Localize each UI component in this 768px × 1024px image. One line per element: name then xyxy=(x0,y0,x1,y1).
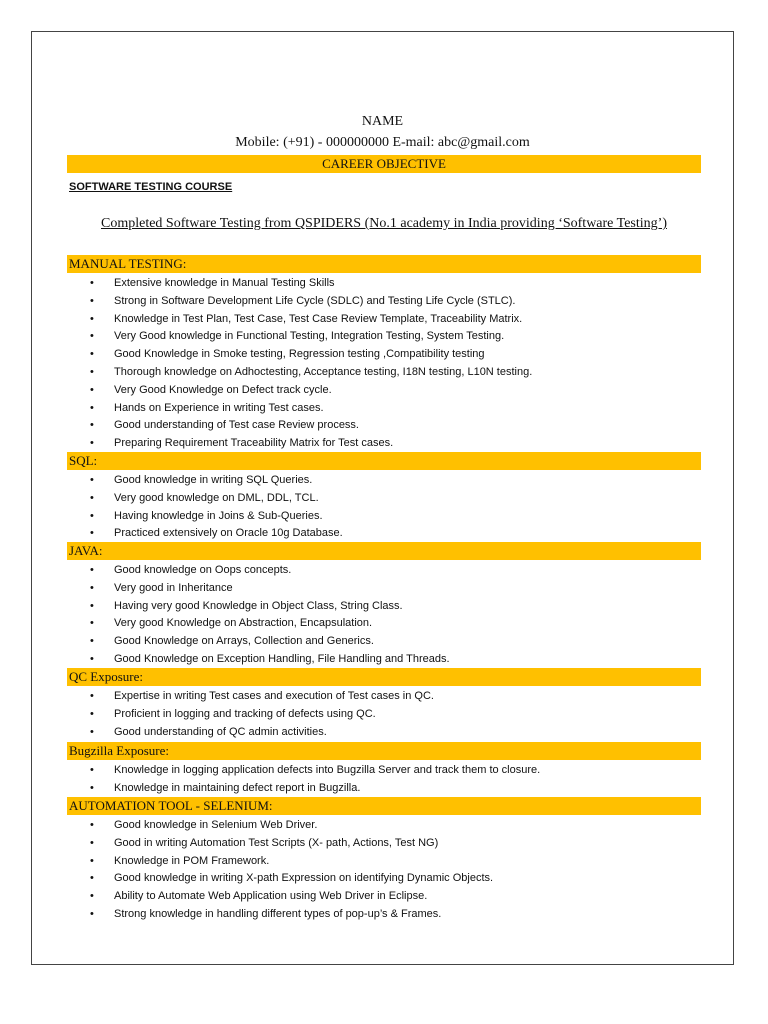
automation-selenium-list xyxy=(88,817,698,924)
bullet-icon: • xyxy=(90,907,94,920)
section-heading-java: JAVA: xyxy=(67,542,701,560)
bullet-icon: • xyxy=(90,419,94,432)
list-item: • Proficient in logging and tracking of defects using QC. xyxy=(88,706,698,724)
bullet-icon: • xyxy=(90,437,94,450)
list-item: • Expertise in writing Test cases and execution of Test cases in QC. xyxy=(88,688,698,706)
bullet-icon: • xyxy=(90,277,94,289)
section-heading-automation-selenium: AUTOMATION TOOL - SELENIUM: xyxy=(67,797,701,815)
section-heading-qc-exposure: QC Exposure: xyxy=(67,668,701,686)
list-item: • Good Knowledge on Exception Handling, File Handling and Threads. xyxy=(88,651,698,669)
list-item: • Strong knowledge in handling different types of pop-up’s & Frames. xyxy=(88,906,698,924)
bullet-icon: • xyxy=(90,330,94,343)
bullet-icon: • xyxy=(90,509,94,522)
list-item: • Strong in Software Development Life Cycle (SDLC) and Testing Life Cycle (STLC). xyxy=(88,293,698,311)
list-item: • Very Good knowledge in Functional Testing, Integration Testing, System Testing. xyxy=(88,328,698,346)
section-heading-manual-testing: MANUAL TESTING: xyxy=(67,255,701,273)
list-item: • Very Good Knowledge on Defect track cycle. xyxy=(88,382,698,400)
objective-statement: Completed Software Testing from QSPIDERS (No.1 academy in India providing ‘Software Testing’) xyxy=(101,216,667,231)
list-item: • Good knowledge on Oops concepts. xyxy=(88,562,698,580)
bullet-icon: • xyxy=(90,474,94,486)
bullet-icon: • xyxy=(90,635,94,648)
manual-testing-list xyxy=(88,275,698,453)
list-item: • Having knowledge in Joins & Sub-Queries. xyxy=(88,508,698,526)
list-item: • Good understanding of Test case Review process. xyxy=(88,417,698,435)
bullet-icon: • xyxy=(90,854,94,867)
bullet-icon: • xyxy=(90,725,94,738)
list-item: • Knowledge in maintaining defect report in Bugzilla. xyxy=(88,780,698,798)
qc-exposure-list xyxy=(88,688,698,741)
sql-list xyxy=(88,472,698,543)
bullet-icon: • xyxy=(90,491,94,504)
bullet-icon: • xyxy=(90,383,94,396)
section-heading-bugzilla-exposure: Bugzilla Exposure: xyxy=(67,742,701,760)
bullet-icon: • xyxy=(90,599,94,612)
list-item: • Good Knowledge in Smoke testing, Regression testing ,Compatibility testing xyxy=(88,346,698,364)
bullet-icon: • xyxy=(90,294,94,307)
career-objective-heading: CAREER OBJECTIVE xyxy=(67,155,701,173)
bullet-icon: • xyxy=(90,401,94,414)
bullet-icon: • xyxy=(90,836,94,849)
list-item: • Ability to Automate Web Application using Web Driver in Eclipse. xyxy=(88,888,698,906)
java-list xyxy=(88,562,698,669)
list-item: • Very good Knowledge on Abstraction, Encapsulation. xyxy=(88,615,698,633)
bullet-icon: • xyxy=(90,564,94,576)
list-item: • Extensive knowledge in Manual Testing Skills xyxy=(88,275,698,293)
list-item: • Good Knowledge on Arrays, Collection and Generics. xyxy=(88,633,698,651)
bullet-icon: • xyxy=(90,527,94,540)
list-item: • Knowledge in POM Framework. xyxy=(88,853,698,871)
bullet-icon: • xyxy=(90,690,94,702)
bullet-icon: • xyxy=(90,707,94,720)
bullet-icon: • xyxy=(90,365,94,378)
list-item: • Hands on Experience in writing Test cases. xyxy=(88,400,698,418)
bugzilla-exposure-list xyxy=(88,762,698,798)
bullet-icon: • xyxy=(90,617,94,630)
list-item: • Thorough knowledge on Adhoctesting, Acceptance testing, I18N testing, L10N testing. xyxy=(88,364,698,382)
bullet-icon: • xyxy=(90,781,94,794)
bullet-icon: • xyxy=(90,764,94,776)
list-item: • Practiced extensively on Oracle 10g Database. xyxy=(88,525,698,543)
bullet-icon: • xyxy=(90,581,94,594)
list-item: • Good knowledge in writing X-path Expression on identifying Dynamic Objects. xyxy=(88,870,698,888)
list-item: • Very good knowledge on DML, DDL, TCL. xyxy=(88,490,698,508)
bullet-icon: • xyxy=(90,348,94,361)
bullet-icon: • xyxy=(90,652,94,665)
resume-page xyxy=(31,31,734,965)
list-item: • Good knowledge in Selenium Web Driver. xyxy=(88,817,698,835)
list-item: • Knowledge in Test Plan, Test Case, Test Case Review Template, Traceability Matrix. xyxy=(88,311,698,329)
list-item: • Preparing Requirement Traceability Matrix for Test cases. xyxy=(88,435,698,453)
list-item: • Having very good Knowledge in Object Class, String Class. xyxy=(88,598,698,616)
candidate-name: NAME xyxy=(361,114,404,129)
bullet-icon: • xyxy=(90,312,94,325)
list-item: • Good understanding of QC admin activities. xyxy=(88,724,698,742)
list-item: • Good in writing Automation Test Scripts (X- path, Actions, Test NG) xyxy=(88,835,698,853)
course-title: SOFTWARE TESTING COURSE xyxy=(69,181,233,193)
list-item: • Knowledge in logging application defects into Bugzilla Server and track them to closure. xyxy=(88,762,698,780)
bullet-icon: • xyxy=(90,890,94,903)
list-item: • Good knowledge in writing SQL Queries. xyxy=(88,472,698,490)
bullet-icon: • xyxy=(90,819,94,831)
section-heading-sql: SQL: xyxy=(67,452,701,470)
bullet-icon: • xyxy=(90,872,94,885)
list-item: • Very good in Inheritance xyxy=(88,580,698,598)
contact-line: Mobile: (+91) - 000000000 E-mail: abc@gmail.com xyxy=(235,135,530,150)
